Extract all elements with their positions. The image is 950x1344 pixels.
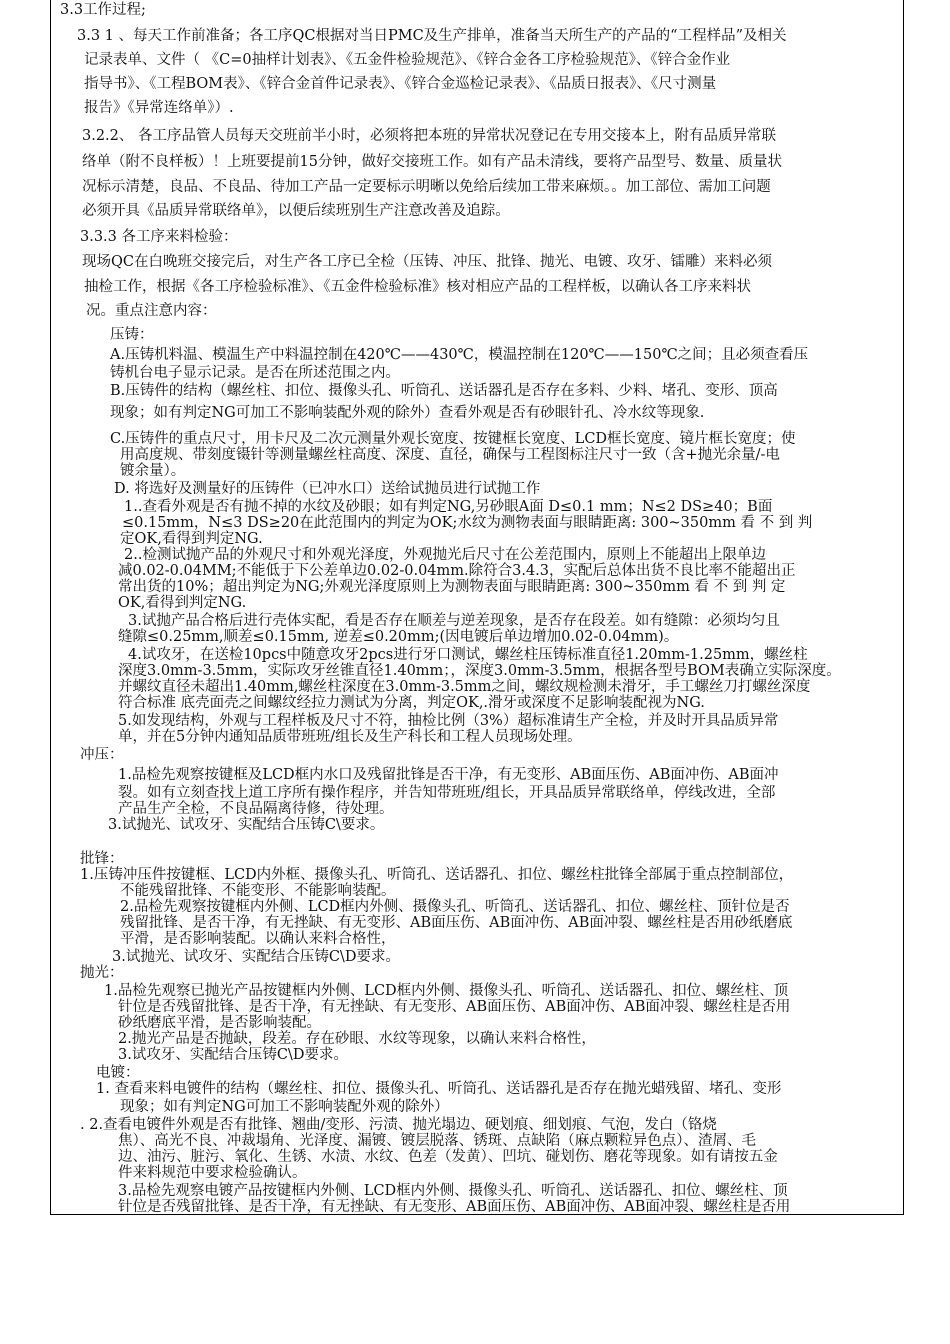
text-line: 现象；如有判定NG可加工不影响装配外观的除外） — [120, 1099, 449, 1115]
text-line: 针位是否残留批锋、是否干净，有无挫缺、有无变形、AB面压伤、AB面冲伤、AB面冲裂、螺丝柱是否用 — [118, 1199, 791, 1215]
text-line: 报告》《异常连络单》）. — [84, 100, 234, 116]
text-line: 不能残留批锋、不能变形、不能影响装配。 — [120, 883, 396, 899]
text-line: 1.压铸冲压件按键框、LCD内外框、摄像头孔、听筒孔、送话器孔、扣位、螺丝柱批锋全部属于重点控制部位， — [80, 867, 794, 883]
text-line: 3.3.3 各工序来料检验： — [80, 229, 238, 245]
text-line: 深度3.0mm-3.5mm，实际攻牙丝锥直径1.40mm；，深度3.0mm-3.5mm，根据各型号BOM表确立实际深度。 — [118, 663, 841, 679]
text-line: 2..检测试抛产品的外观尺寸和外观光泽度，外观抛光后尺寸在公差范围内，原则上不能超出上限单边 — [124, 547, 766, 563]
text-line: 指导书》、《工程BOM表》、《锌合金首件记录表》、《锌合金巡检记录表》、《品质日报表》、《尺寸测量 — [84, 76, 717, 92]
text-line: 符合标准 底壳面壳之间螺纹经拉力测试为分离，判定OK,.滑牙或深度不足影响装配视为NG. — [118, 695, 705, 711]
text-line: 残留批锋、是否干净，有无挫缺、有无变形、AB面压伤、AB面冲伤、AB面冲裂、螺丝柱是否用砂纸磨底 — [120, 915, 793, 931]
text-line: 络单（附不良样板）！上班要提前15分钟，做好交接班工作。如有产品未清线，要将产品型号、数量、质量状 — [82, 154, 782, 170]
text-line: 焦）、高光不良、冲裁塌角、光泽度、漏镀、镀层脱落、锈斑、点缺陷（麻点颗粒异色点）、渣屑、毛 — [118, 1133, 756, 1149]
text-line: 3.试抛产品合格后进行壳体实配，看是否存在顺差与逆差现象，是否存在段差。如有缝隙：必须均匀且 — [128, 613, 780, 629]
text-line: 常出货的10%；超出判定为NG;外观光泽度原则上为测物表面与眼睛距离: 300~350mm 看 不 到 判 定 — [118, 579, 786, 595]
text-line: 镀余量）。 — [120, 463, 186, 479]
text-line: 况。重点注意内容： — [86, 303, 217, 319]
text-line: 件来料规范中要求检验确认。 — [118, 1165, 307, 1181]
text-line: 2.品检先观察按键框内外侧、LCD框内外侧、摄像头孔、听筒孔、送话器孔、扣位、螺丝柱、顶针位是否 — [120, 899, 790, 915]
text-line: 现象；如有判定NG可加工不影响装配外观的除外）查看外观是否有砂眼针孔、冷水纹等现象. — [110, 405, 705, 421]
text-line: 单，并在5分钟内通知品质带班班/组长及生产科长和工程人员现场处理。 — [118, 729, 582, 745]
text-line: 3.2.2、 各工序品管人员每天交班前半小时，必须将把本班的异常状况登记在专用交接本上，附有品质异常联 — [82, 128, 776, 144]
text-line: 裂。如有立刻查找上道工序所有操作程序，并告知带班班/组长，开具品质异常联络单，停线改进，全部 — [118, 785, 776, 801]
text-line: C.压铸件的重点尺寸，用卡尺及二次元测量外观长宽度、按键框长宽度、LCD框长宽度、镜片框长宽度；使 — [110, 431, 796, 447]
text-line: 铸机台电子显示记录。是否在所述范围之内。 — [110, 365, 400, 381]
text-line: 抛光： — [80, 965, 124, 981]
text-line: 1. 查看来料电镀件的结构（螺丝柱、扣位、摄像头孔、听筒孔、送话器孔是否存在抛光蜡残留、堵孔、变形 — [96, 1081, 782, 1097]
text-line: D. 将选好及测量好的压铸件（已冲水口）送给试抛员进行试抛工作 — [114, 481, 541, 497]
text-line: 减0.02-0.04MM;不能低于下公差单边0.02-0.04mm.除符合3.4.3，实配后总体出货不良比率不能超出正 — [118, 563, 796, 579]
text-line: 用高度规、带刻度镊针等测量螺丝柱高度、深度、直径，确保与工程图标注尺寸一致（含+抛光余量/-电 — [120, 447, 780, 463]
text-line: 平滑，是否影响装配。以确认来料合格性， — [120, 931, 396, 947]
text-line: 3.试攻牙、实配结合压铸C\D要求。 — [118, 1047, 348, 1063]
text-line: . 2.查看电镀件外观是否有批锋、翘曲/变形、污渍、抛光塌边、硬划痕、细划痕、气泡，发白（铬烧 — [80, 1117, 717, 1133]
text-line: 2.抛光产品是否抛缺，段差。存在砂眼、水纹等现象，以确认来料合格性， — [118, 1031, 596, 1047]
text-line: 电镀： — [96, 1065, 140, 1081]
text-line: 定OK,看得到判定NG. — [120, 531, 263, 547]
text-line: 冲压： — [80, 747, 124, 763]
text-line: 3.试抛光、试攻牙、实配结合压铸C\要求。 — [108, 817, 385, 833]
text-line: 压铸： — [110, 327, 154, 343]
text-line: 1.品检先观察按键框及LCD框内水口及残留批锋是否干净，有无变形、AB面压伤、AB面冲伤、AB面冲 — [118, 767, 779, 783]
text-line: 记录表单、文件（ 《C=0抽样计划表》、《五金件检验规范》、《锌合金各工序检验规范》、《锌合金作业 — [84, 52, 731, 68]
text-line: 边、油污、脏污、氧化、生锈、水渍、水纹、色差（发黄）、凹坑、碰划伤、磨花等现象。如有请按五金 — [118, 1149, 778, 1165]
text-line: B.压铸件的结构（螺丝柱、扣位、摄像头孔、听筒孔、送话器孔是否存在多料、少料、堵孔、变形、顶高 — [110, 383, 778, 399]
text-line: 5.如发现结构，外观与工程样板及尺寸不符，抽检比例（3%）超标准请生产全检，并及时开具品质异常 — [118, 713, 779, 729]
text-line: 必须开具《品质异常联络单》，以便后续班别生产注意改善及追踪。 — [82, 203, 510, 219]
text-line: ≤0.15mm，N≤3 DS≥20在此范围内的判定为OK;水纹为测物表面与眼睛距离: 300~350mm 看 不 到 判 — [122, 515, 813, 531]
text-line: 3.3 1 、每天工作前准备；各工序QC根据对当日PMC及生产排单，准备当天所生产的产品的“工程样品”及相关 — [77, 28, 787, 44]
text-line: 并螺纹直径未超出1.40mm,螺丝柱深度在3.0mm-3.5mm之间，螺纹规检测未滑牙，手工螺丝刀打螺丝深度 — [118, 679, 811, 695]
text-line: OK,看得到判定NG. — [118, 595, 247, 611]
text-line: A.压铸机料温、模温生产中料温控制在420℃——430℃，模温控制在120℃——150℃之间；且必须查看压 — [110, 347, 809, 363]
text-line: 1..查看外观是否有抛不掉的水纹及砂眼；如有判定NG,另砂眼A面 D≤0.1 mm；N≤2 DS≥40；B面 — [124, 499, 773, 515]
text-line: 缝隙≤0.25mm,顺差≤0.15mm, 逆差≤0.20mm;(因电镀后单边增加0.02-0.04mm)。 — [118, 629, 679, 645]
text-line: 4.试攻牙，在送检10pcs中随意攻牙2pcs进行牙口测试，螺丝柱压铸标准直径1.20mm-1.25mm，螺丝柱 — [128, 647, 808, 663]
text-line: 3.品检先观察电镀产品按键框内外侧、LCD框内外侧、摄像头孔、听筒孔、送话器孔、扣位、螺丝柱、顶 — [118, 1183, 788, 1199]
text-line: 针位是否残留批锋、是否干净，有无挫缺、有无变形、AB面压伤、AB面冲伤、AB面冲裂、螺丝柱是否用 — [118, 999, 791, 1015]
text-line: 3.3工作过程; — [60, 2, 146, 18]
text-line: 砂纸磨底平滑，是否影响装配。 — [118, 1015, 321, 1031]
text-line: 现场QC在白晚班交接完后，对生产各工序已全检（压铸、冲压、批锋、抛光、电镀、攻牙、镭雕）来料必须 — [82, 254, 772, 270]
text-line: 况标示清楚，良品、不良品、待加工产品一定要标示明晰以免给后续加工带来麻烦。。加工部位、需加工问题 — [82, 179, 771, 195]
text-line: 批锋： — [80, 851, 124, 867]
text-line: 产品生产全检，不良品隔离待修，待处理。 — [118, 801, 394, 817]
text-line: 3.试抛光、试攻牙、实配结合压铸C\D要求。 — [112, 949, 400, 965]
text-line: 1.品检先观察已抛光产品按键框内外侧、LCD框内外侧、摄像头孔、听筒孔、送话器孔、扣位、螺丝柱、顶 — [104, 983, 789, 999]
text-line: 抽检工作，根据《各工序检验标准》、《五金件检验标准》核对相应产品的工程样板，以确认各工序来料状 — [84, 279, 751, 295]
